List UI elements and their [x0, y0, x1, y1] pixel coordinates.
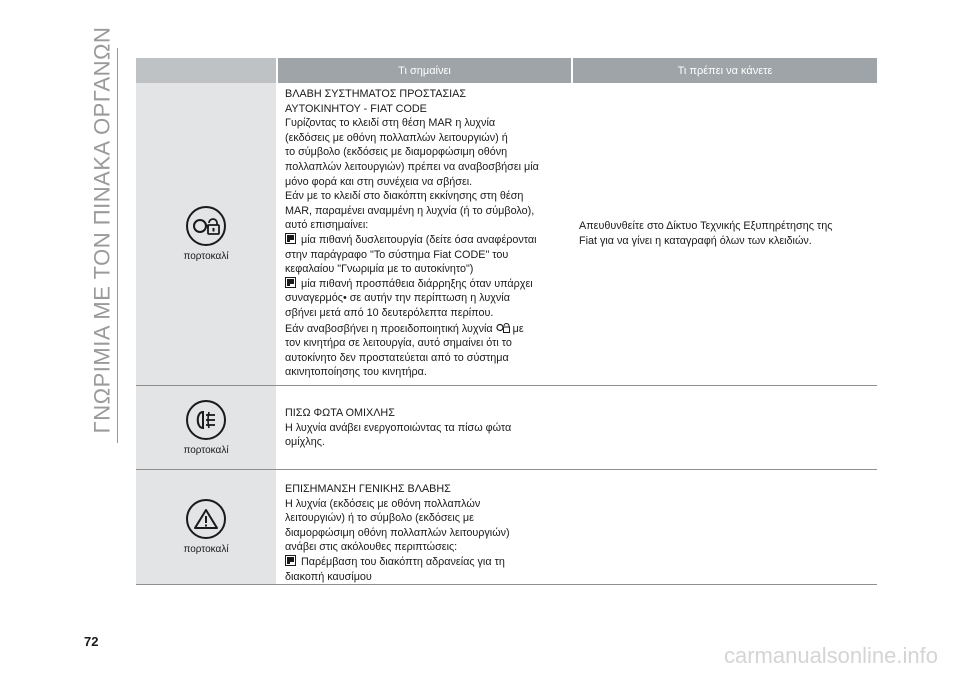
text-line: σβήνει μετά από 10 δευτερόλεπτα περίπου.: [285, 306, 494, 319]
icon-cell: [136, 386, 276, 469]
bullet-item: μία πιθανή προσπάθεια διάρρηξης όταν υπάρχει: [285, 277, 571, 292]
text-line: το σύμβολο (εκδόσεις με διαμορφώσιμη οθόνη: [285, 146, 508, 159]
row-title: ΕΠΙΣΗΜΑΝΣΗ ΓΕΝΙΚΗΣ ΒΛΑΒΗΣ: [285, 483, 451, 495]
text-line: Fiat για να γίνει η καταγραφή όλων των κλειδιών.: [579, 235, 812, 247]
text-line: ακινητοποίησης του κινητήρα.: [285, 366, 427, 379]
icon-cell: [136, 470, 276, 584]
bullet-item: Παρέμβαση του διακόπτη αδρανείας για τη: [285, 555, 571, 570]
text-line: συναγερμός• σε αυτήν την περίπτωση η λυχνία: [285, 292, 510, 305]
text-line-with-icon: Εάν αναβοσβήνει η προειδοποιητική λυχνία με: [285, 322, 524, 335]
meaning-cell: [276, 386, 571, 469]
text-line: μόνο φορά και στη συνέχεια να σβήσει.: [285, 175, 473, 188]
side-section-title: ΓΝΩΡΙΜΙΑ ΜΕ ΤΟΝ ΠΙΝΑΚΑ ΟΡΓΑΝΩΝ: [89, 26, 115, 434]
text-line: διακοπή καυσίμου: [285, 570, 372, 583]
rear-fog-light-icon: [186, 400, 226, 440]
text-line: ανάβει στις ακόλουθες περιπτώσεις:: [285, 541, 458, 554]
page-number: 72: [84, 634, 99, 649]
text-line: κεφαλαίου "Γνωριμία με το αυτοκίνητο"): [285, 263, 474, 276]
meaning-cell: [276, 470, 571, 584]
header-meaning: Τι σημαίνει: [278, 58, 571, 83]
color-label: πορτοκαλί: [183, 444, 229, 456]
table-header: [136, 58, 877, 83]
table-row: [136, 386, 877, 470]
row-title: ΒΛΑΒΗ ΣΥΣΤΗΜΑΤΟΣ ΠΡΟΣΤΑΣΙΑΣ: [285, 88, 467, 100]
text-line: τον κινητήρα σε λειτουργία, αυτό σημαίνει ότι το: [285, 337, 512, 350]
color-label: πορτοκαλί: [183, 251, 229, 262]
bullet-arrow-icon: [285, 555, 296, 566]
action-cell: [571, 386, 877, 469]
row-title-cont: ΑΥΤΟΚΙΝΗΤΟΥ - FIAT CODE: [285, 102, 427, 115]
action-cell: [571, 470, 877, 584]
warning-lights-table: [136, 58, 877, 585]
text-line: (εκδόσεις με οθόνη πολλαπλών λειτουργιών) ή: [285, 131, 508, 144]
side-rule: [117, 48, 118, 443]
header-action: Τι πρέπει να κάνετε: [573, 58, 877, 83]
icon-cell: [136, 83, 276, 385]
warning-triangle-icon: [186, 499, 226, 539]
text-line: πολλαπλών λειτουργιών) πρέπει να αναβοσβήσει μία: [285, 160, 539, 173]
header-icon-cell: [136, 58, 276, 83]
text-line: Εάν με το κλειδί στο διακόπτη εκκίνησης στη θέση: [285, 190, 524, 203]
text-line: Η λυχνία ανάβει ενεργοποιώντας τα πίσω φώτα: [285, 421, 512, 434]
text-line: Απευθυνθείτε στο Δίκτυο Τεχνικής Εξυπηρέτησης της: [579, 220, 833, 233]
table-row: [136, 470, 877, 585]
text-line: διαμορφώσιμη οθόνη πολλαπλών λειτουργιών): [285, 526, 510, 539]
text-line: αυτοκίνητο δεν προστατεύεται από το σύστημα: [285, 351, 509, 364]
key-lock-icon: [496, 321, 510, 334]
meaning-cell: [276, 83, 571, 385]
watermark-footer: carmanualsonline.info: [723, 643, 938, 668]
table-row: [136, 83, 877, 386]
color-label: πορτοκαλί: [183, 544, 229, 555]
text-line: MAR, παραμένει αναμμένη η λυχνία (ή το σύμβολο),: [285, 204, 535, 217]
text-line: Γυρίζοντας το κλειδί στη θέση MAR η λυχνία: [285, 117, 496, 130]
bullet-item: μία πιθανή δυσλειτουργία (δείτε όσα αναφέρονται: [285, 233, 571, 248]
text-line: λειτουργιών) ή το σύμβολο (εκδόσεις με: [285, 512, 474, 525]
bullet-arrow-icon: [285, 233, 296, 244]
key-lock-icon: [186, 206, 226, 246]
text-line: Η λυχνία (εκδόσεις με οθόνη πολλαπλών: [285, 497, 481, 510]
text-line: αυτό επισημαίνει:: [285, 219, 369, 232]
text-line: ομίχλης.: [285, 436, 325, 449]
bullet-arrow-icon: [285, 277, 296, 288]
text-line: στην παράγραφο "Το σύστημα Fiat CODE" του: [285, 248, 509, 261]
action-cell: [571, 83, 877, 385]
row-title: ΠΙΣΩ ΦΩΤΑ ΟΜΙΧΛΗΣ: [285, 407, 395, 419]
